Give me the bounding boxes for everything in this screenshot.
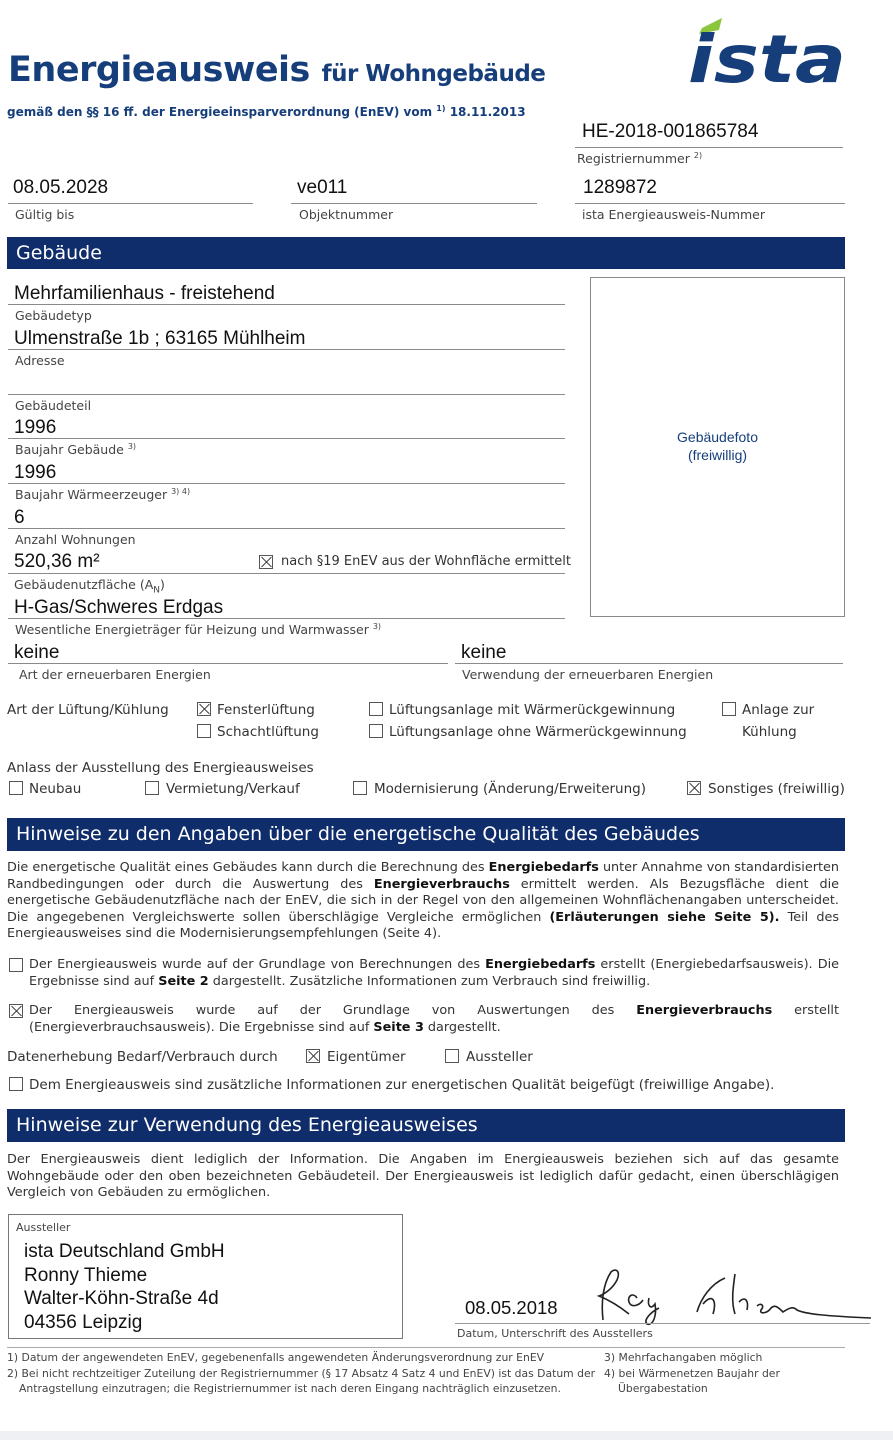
ventilation-label: Art der Lüftung/Kühlung xyxy=(7,702,169,718)
address-label: Adresse xyxy=(15,353,65,368)
data-owner-checkbox[interactable] xyxy=(306,1049,320,1063)
year-heater-label: Baujahr Wärmeerzeuger $^{3) 4)}$ xyxy=(15,487,191,503)
ista-logo xyxy=(688,16,848,90)
logo-text: ista xyxy=(688,21,846,90)
usage-text: Der Energieausweis dient lediglich der Information. Die Angaben im Energieausweis beziehen sich auf das gesamte Wohngebäude oder den oben bezeichneten Gebäudeteil. Der Energieausweis ist lediglich dafür gedacht, einen überschlägigen Vergleich von Gebäuden zu ermöglichen. xyxy=(7,1152,839,1200)
building-type-value: Mehrfamilienhaus - freistehend xyxy=(14,283,275,304)
consumption-certificate-text: Der Energieausweis wurde auf der Grundlage von Auswertungen des Energieverbrauchs erstellt (Energieverbrauchsausweis). Die Ergebnisse sind auf Seite 3 dargestellt. xyxy=(29,1003,839,1035)
area-method-label: nach §19 EnEV aus der Wohnfläche ermittelt xyxy=(281,554,571,569)
demand-certificate-checkbox[interactable] xyxy=(9,958,23,972)
ventilation-with-recovery-label: Lüftungsanlage mit Wärmerückgewinnung xyxy=(389,702,676,718)
object-number-label: Objektnummer xyxy=(299,207,394,222)
occasion-other-checkbox[interactable] xyxy=(687,781,701,795)
occasion-other-label: Sonstiges (freiwillig) xyxy=(708,781,845,797)
occasion-label: Anlass der Ausstellung des Energieausweises xyxy=(7,760,314,776)
energy-carrier-label: Wesentliche Energieträger für Heizung und Warmwasser $^{3)}$ xyxy=(15,622,382,638)
year-heater-value: 1996 xyxy=(14,462,57,483)
year-built-value: 1996 xyxy=(14,417,57,438)
ventilation-without-recovery-label: Lüftungsanlage ohne Wärmerückgewinnung xyxy=(389,724,687,740)
section-header-hinweise-verwendung: Hinweise zur Verwendung des Energieausweises xyxy=(7,1109,845,1142)
footnotes-right: 3) Mehrfachangaben möglich 4) bei Wärmenetzen Baujahr der Übergabestation xyxy=(604,1351,780,1395)
renewable-use-label: Verwendung der erneuerbaren Energien xyxy=(462,667,714,682)
usable-area-label: Gebäudenutzfläche $(A_N)$ xyxy=(14,577,165,596)
renewable-type-value: keine xyxy=(14,642,60,663)
data-issuer-label: Aussteller xyxy=(466,1049,533,1065)
area-method-checkbox[interactable] xyxy=(259,555,273,569)
demand-certificate-text: Der Energieausweis wurde auf der Grundlage von Berechnungen des Energiebedarfs erstellt (Energiebedarfsausweis). Die Ergebnisse sind auf Seite 2 dargestellt. Zusätzliche Informationen zum Verbrauch sind freiwillig. xyxy=(29,957,839,989)
document-subtitle: gemäß den §§ 16 ff. der Energieeinsparverordnung (EnEV) vom $^{1)}$ 18.11.2013 xyxy=(7,104,526,119)
units-value: 6 xyxy=(14,507,25,528)
occasion-modern-checkbox[interactable] xyxy=(353,781,367,795)
window-ventilation-checkbox[interactable] xyxy=(197,702,211,716)
occasion-rent-checkbox[interactable] xyxy=(145,781,159,795)
section-header-gebaeude: Gebäude xyxy=(7,237,845,269)
building-photo-caption: Gebäudefoto (freiwillig) xyxy=(677,429,758,463)
additional-info-checkbox[interactable] xyxy=(9,1077,23,1091)
cooling-checkbox[interactable] xyxy=(722,702,736,716)
additional-info-label: Dem Energieausweis sind zusätzliche Informationen zur energetischen Qualität beigefügt (freiwillige Angabe). xyxy=(29,1077,775,1093)
ista-number-label: ista Energieausweis-Nummer xyxy=(582,207,766,222)
valid-until-value: 08.05.2028 xyxy=(13,177,109,198)
issuer-label: Aussteller xyxy=(16,1221,71,1234)
occasion-rent-label: Vermietung/Verkauf xyxy=(166,781,300,797)
footnotes-left: 1) Datum der angewendeten EnEV, gegebenenfalls angewendeten Änderungsverordnung zur EnEV 2) Bei nicht rechtzeitiger Zuteilung der Registriernummer (§ 17 Absatz 4 Satz 4 und EnEV) ist das Datum der Antragstellung einzutragen; die Registriernummer ist nach deren Eingang nachträglich einzusetzen. xyxy=(7,1351,596,1395)
address-value: Ulmenstraße 1b ; 63165 Mühlheim xyxy=(14,328,306,349)
signature-label: Datum, Unterschrift des Ausstellers xyxy=(457,1327,653,1340)
valid-until-label: Gültig bis xyxy=(15,207,75,222)
window-ventilation-label: Fensterlüftung xyxy=(217,702,315,718)
signature-date: 08.05.2018 xyxy=(465,1297,558,1318)
energy-carrier-value: H-Gas/Schweres Erdgas xyxy=(14,597,224,618)
renewable-use-value: keine xyxy=(461,642,507,663)
data-issuer-checkbox[interactable] xyxy=(445,1049,459,1063)
ventilation-with-recovery-checkbox[interactable] xyxy=(369,702,383,716)
units-label: Anzahl Wohnungen xyxy=(15,532,136,547)
occasion-new-checkbox[interactable] xyxy=(9,781,23,795)
renewable-type-label: Art der erneuerbaren Energien xyxy=(19,667,211,682)
year-built-label: Baujahr Gebäude $^{3)}$ xyxy=(15,442,137,458)
section-header-hinweise-angaben: Hinweise zu den Angaben über die energetische Qualität des Gebäudes xyxy=(7,818,845,851)
document-title: Energieausweis für Wohngebäude xyxy=(8,50,546,90)
document-title-suffix: für Wohngebäude xyxy=(321,61,546,87)
data-owner-label: Eigentümer xyxy=(327,1049,406,1065)
issuer-address: ista Deutschland GmbH Ronny Thieme Walter-Köhn-Straße 4d 04356 Leipzig xyxy=(24,1241,225,1333)
ventilation-without-recovery-checkbox[interactable] xyxy=(369,724,383,738)
registration-number: HE-2018-001865784 xyxy=(582,121,759,142)
quality-explanation: Die energetische Qualität eines Gebäudes kann durch die Berechnung des Energiebedarfs unter Annahme von standardisierten Randbedingungen oder durch die Auswertung des Energieverbrauchs ermittelt werden. Als Bezugsfläche dient die energetische Gebäudenutzfläche nach der EnEV, die sich in der Regel von den allgemeinen Wohnflächenangaben unterscheidet. Die angegebenen Vergleichswerte sollen überschlägige Vergleiche ermöglichen (Erläuterungen siehe Seite 5). Teil des Energieausweises sind die Modernisierungsempfehlungen (Seite 4). xyxy=(7,860,839,941)
data-collection-label: Datenerhebung Bedarf/Verbrauch durch xyxy=(7,1049,278,1065)
building-part-label: Gebäudeteil xyxy=(15,398,92,413)
usable-area-value: 520,36 m² xyxy=(14,551,100,572)
building-type-label: Gebäudetyp xyxy=(15,308,92,323)
object-number-value: ve011 xyxy=(297,177,348,198)
occasion-new-label: Neubau xyxy=(29,781,82,797)
shaft-ventilation-checkbox[interactable] xyxy=(197,724,211,738)
shaft-ventilation-label: Schachtlüftung xyxy=(217,724,319,740)
handwritten-signature xyxy=(585,1262,875,1332)
consumption-certificate-checkbox[interactable] xyxy=(9,1004,23,1018)
registration-number-label: Registriernummer $^{2)}$ xyxy=(577,151,703,167)
cooling-label: Anlage zur Kühlung xyxy=(742,702,815,740)
occasion-modern-label: Modernisierung (Änderung/Erweiterung) xyxy=(374,781,647,797)
ista-number-value: 1289872 xyxy=(583,177,657,198)
